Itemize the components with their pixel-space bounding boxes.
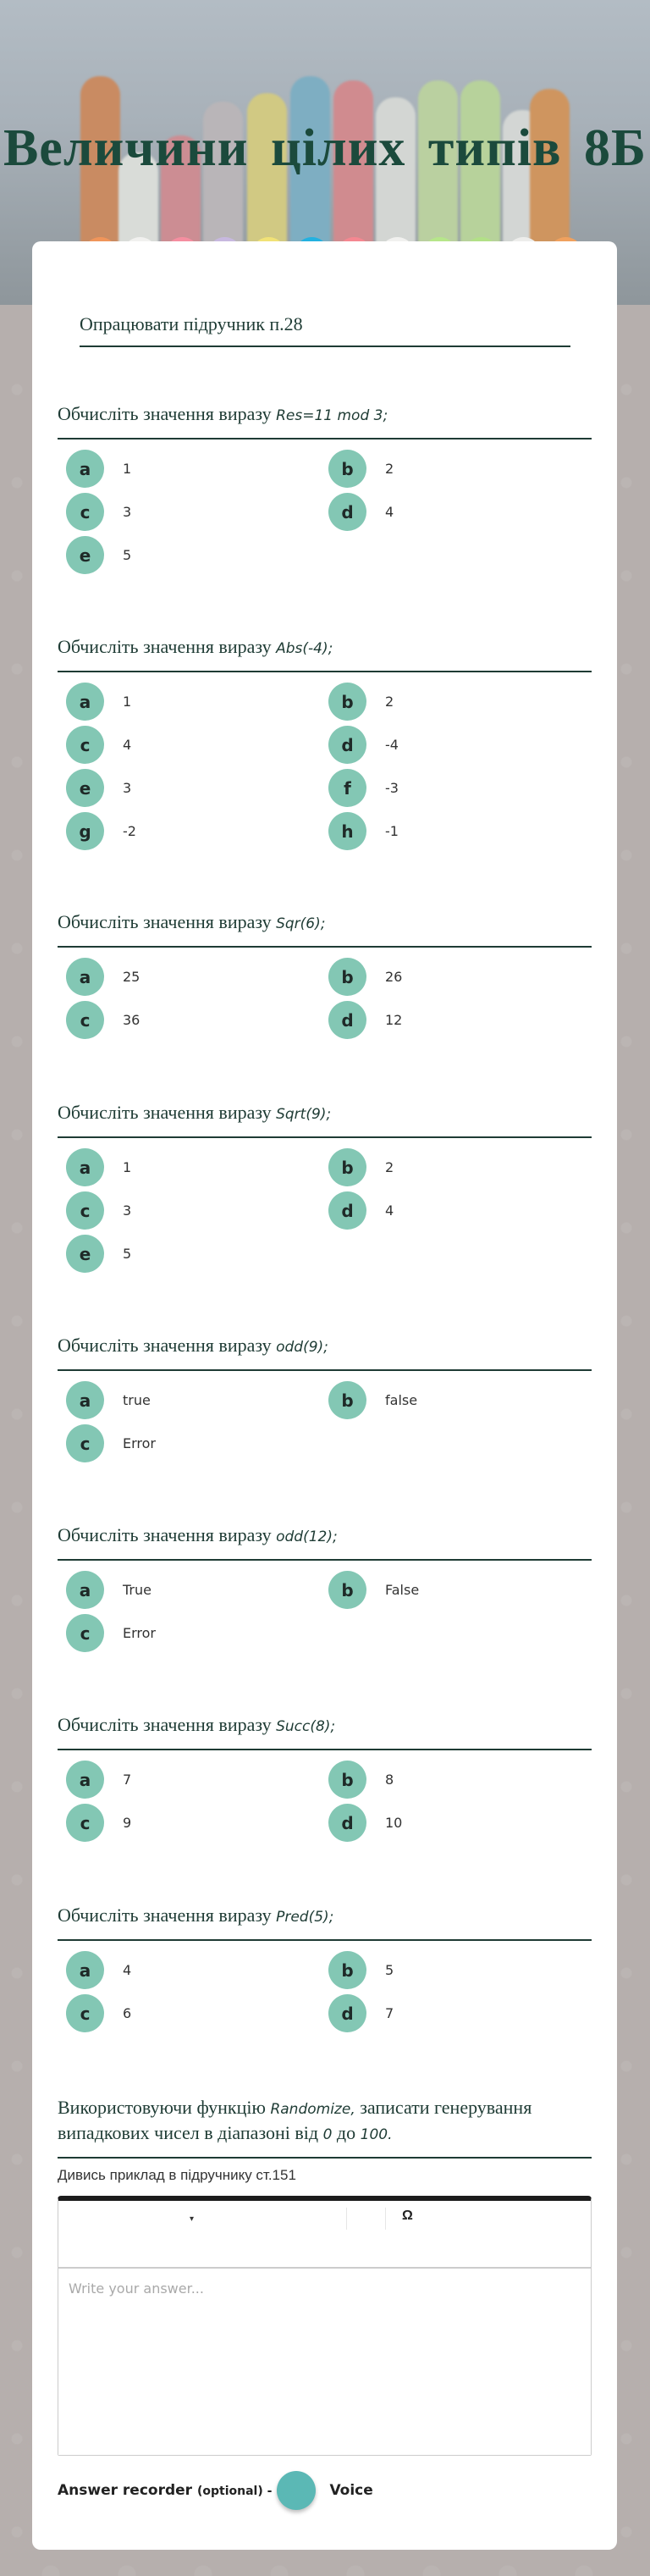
options-grid [58, 958, 592, 1039]
option-a[interactable] [66, 1381, 328, 1419]
question-code: Abs(-4); [276, 640, 333, 657]
option-c[interactable] [66, 1994, 328, 2032]
option-c[interactable] [66, 1001, 328, 1039]
option-letter[interactable]: c [66, 1424, 104, 1462]
option-c[interactable] [66, 1424, 328, 1462]
worksheet-card [32, 241, 617, 2550]
option-text: 8 [385, 1772, 394, 1788]
option-a[interactable] [66, 958, 328, 996]
option-letter[interactable]: a [66, 958, 104, 996]
question-prefix: Обчисліть значення виразу [58, 911, 272, 932]
option-d[interactable] [328, 493, 591, 531]
option-a[interactable] [66, 450, 328, 488]
option-c[interactable] [66, 493, 328, 531]
option-text: 5 [123, 1246, 132, 1262]
option-b[interactable] [328, 1381, 591, 1419]
option-letter[interactable]: a [66, 1148, 104, 1186]
question-code: Sqrt(9); [276, 1106, 332, 1123]
option-letter[interactable]: d [328, 1191, 366, 1230]
option-e[interactable] [66, 536, 328, 574]
recorder-optional-text: (optional) - [196, 2485, 273, 2498]
option-text: 1 [123, 1159, 132, 1175]
options-grid [58, 1381, 592, 1462]
option-letter[interactable]: b [328, 1381, 366, 1419]
toolbar-divider [385, 2208, 386, 2230]
question-7 [58, 1713, 592, 1842]
option-text: 4 [123, 737, 132, 753]
option-text: 7 [123, 1772, 132, 1788]
option-g[interactable] [66, 812, 328, 850]
question-title [58, 910, 592, 948]
option-text: 1 [123, 461, 132, 477]
option-f[interactable] [328, 769, 591, 807]
option-b[interactable] [328, 683, 591, 721]
question-prefix: Обчисліть значення виразу [58, 1102, 272, 1123]
recorder-label-text: Answer recorder [58, 2482, 193, 2499]
option-e[interactable] [66, 1235, 328, 1273]
option-letter[interactable]: c [66, 1994, 104, 2032]
option-b[interactable] [328, 450, 591, 488]
title-code: 0 [322, 2126, 333, 2143]
option-text: false [385, 1392, 418, 1408]
option-text: 2 [385, 694, 394, 710]
question-6 [58, 1523, 592, 1652]
option-a[interactable] [66, 1761, 328, 1799]
option-b[interactable] [328, 958, 591, 996]
voice-label: Voice [329, 2482, 373, 2499]
question-title [58, 1713, 592, 1750]
toolbar-divider [346, 2208, 347, 2230]
option-h[interactable] [328, 812, 591, 850]
question-prefix: Обчисліть значення виразу [58, 1714, 272, 1735]
option-letter[interactable]: c [66, 1614, 104, 1652]
question-title [58, 402, 592, 439]
option-text: 2 [385, 1159, 394, 1175]
title-code: Randomize, [270, 2101, 355, 2118]
question-prefix: Обчисліть значення виразу [58, 403, 272, 424]
question-code: Pred(5); [276, 1909, 334, 1926]
question-code: Res=11 mod 3; [276, 407, 388, 424]
question-title [58, 1101, 592, 1138]
option-text: 2 [385, 461, 394, 477]
option-d[interactable] [328, 1804, 591, 1842]
answer-recorder [58, 2471, 592, 2510]
option-letter[interactable]: a [66, 450, 104, 488]
option-text: 3 [123, 1202, 132, 1219]
option-a[interactable] [66, 1148, 328, 1186]
option-text: True [123, 1582, 151, 1598]
option-letter[interactable]: c [66, 493, 104, 531]
option-b[interactable] [328, 1951, 591, 1989]
option-a[interactable] [66, 1571, 328, 1609]
option-text: true [123, 1392, 151, 1408]
option-d[interactable] [328, 1001, 591, 1039]
option-text: 26 [385, 969, 403, 985]
option-text: -2 [123, 823, 136, 839]
option-letter[interactable]: a [66, 1381, 104, 1419]
option-c[interactable] [66, 1614, 328, 1652]
option-letter[interactable]: a [66, 1761, 104, 1799]
intro-text: Опрацювати підручник п.28 [80, 313, 570, 347]
option-text: 12 [385, 1012, 403, 1028]
option-letter[interactable]: e [66, 769, 104, 807]
question-3 [58, 910, 592, 1039]
question-2 [58, 635, 592, 850]
title-text: записати генерування випадкових чисел в діапазоні від [58, 2097, 532, 2143]
option-text: 3 [123, 504, 132, 520]
option-letter[interactable]: c [66, 1804, 104, 1842]
format-dropdown[interactable] [58, 2208, 346, 2233]
question-title [58, 1334, 592, 1371]
editor-toolbar [58, 2201, 591, 2269]
special-character-icon[interactable]: Ω [402, 2208, 413, 2223]
options-grid [58, 1951, 592, 2032]
option-text: 4 [385, 504, 394, 520]
option-letter[interactable]: b [328, 1148, 366, 1186]
option-letter[interactable]: g [66, 812, 104, 850]
option-text: 7 [385, 2005, 394, 2021]
option-text: 25 [123, 969, 140, 985]
question-prefix: Обчисліть значення виразу [58, 636, 272, 657]
question-prefix: Обчисліть значення виразу [58, 1524, 272, 1545]
option-letter[interactable]: b [328, 1761, 366, 1799]
option-text: 5 [385, 1962, 394, 1978]
option-letter[interactable]: b [328, 450, 366, 488]
option-text: 1 [123, 694, 132, 710]
option-letter[interactable]: d [328, 1994, 366, 2032]
option-text: Error [123, 1435, 156, 1451]
option-letter[interactable]: h [328, 812, 366, 850]
answer-input[interactable] [58, 2269, 591, 2455]
record-voice-button[interactable] [277, 2471, 316, 2510]
option-text: 9 [123, 1815, 132, 1831]
hint-text: Дивись приклад в підручнику ст.151 [58, 2167, 296, 2183]
option-d[interactable] [328, 1994, 591, 2032]
option-c[interactable] [66, 1804, 328, 1842]
option-e[interactable] [66, 769, 328, 807]
option-text: -4 [385, 737, 399, 753]
option-a[interactable] [66, 683, 328, 721]
options-grid [58, 683, 592, 850]
question-code: Succ(8); [276, 1718, 336, 1735]
question-title [58, 1523, 592, 1561]
question-prefix: Обчисліть значення виразу [58, 1904, 272, 1926]
question-title [58, 635, 592, 672]
open-question [58, 2096, 592, 2510]
question-8 [58, 1904, 592, 2032]
option-a[interactable] [66, 1951, 328, 1989]
option-text: 36 [123, 1012, 140, 1028]
option-letter[interactable]: c [66, 1001, 104, 1039]
question-code: Sqr(6); [276, 915, 326, 932]
question-1 [58, 402, 592, 574]
option-c[interactable] [66, 1191, 328, 1230]
options-grid [58, 450, 592, 574]
option-text: -1 [385, 823, 399, 839]
option-letter[interactable]: b [328, 683, 366, 721]
option-letter[interactable]: b [328, 1571, 366, 1609]
page-title: Величини цілих типів 8Б [3, 119, 647, 177]
option-letter[interactable]: a [66, 1951, 104, 1989]
answer-editor [58, 2196, 592, 2456]
option-c[interactable] [66, 726, 328, 764]
option-text: -3 [385, 780, 399, 796]
title-text: Використовуючи функцію [58, 2097, 266, 2118]
option-b[interactable] [328, 1571, 591, 1609]
option-letter[interactable]: d [328, 1001, 366, 1039]
option-letter[interactable]: d [328, 726, 366, 764]
title-text: до [336, 2122, 356, 2143]
question-prefix: Обчисліть значення виразу [58, 1335, 272, 1356]
option-text: 5 [123, 547, 132, 563]
option-text: 4 [385, 1202, 394, 1219]
options-grid [58, 1761, 592, 1842]
question-title [58, 1904, 592, 1941]
option-b[interactable] [328, 1148, 591, 1186]
question-title [58, 2096, 592, 2159]
option-letter[interactable]: a [66, 1571, 104, 1609]
question-code: odd(12); [276, 1528, 338, 1545]
question-5 [58, 1334, 592, 1462]
option-text: Error [123, 1625, 156, 1641]
option-letter[interactable]: c [66, 726, 104, 764]
option-letter[interactable]: b [328, 1951, 366, 1989]
options-grid [58, 1148, 592, 1273]
question-4 [58, 1101, 592, 1273]
recorder-label [58, 2482, 272, 2499]
question-code: odd(9); [276, 1339, 328, 1356]
options-grid [58, 1571, 592, 1652]
option-letter[interactable]: e [66, 1235, 104, 1273]
option-letter[interactable]: b [328, 958, 366, 996]
option-text: 4 [123, 1962, 132, 1978]
option-letter[interactable]: d [328, 493, 366, 531]
option-d[interactable] [328, 726, 591, 764]
chevron-down-icon: ▾ [190, 2214, 195, 2224]
option-b[interactable] [328, 1761, 591, 1799]
option-text: 3 [123, 780, 132, 796]
option-text: 10 [385, 1815, 403, 1831]
option-letter[interactable]: f [328, 769, 366, 807]
option-letter[interactable]: d [328, 1804, 366, 1842]
option-d[interactable] [328, 1191, 591, 1230]
option-text: False [385, 1582, 420, 1598]
option-letter[interactable]: a [66, 683, 104, 721]
title-code: 100. [360, 2126, 393, 2143]
option-text: 6 [123, 2005, 132, 2021]
option-letter[interactable]: e [66, 536, 104, 574]
option-letter[interactable]: c [66, 1191, 104, 1230]
